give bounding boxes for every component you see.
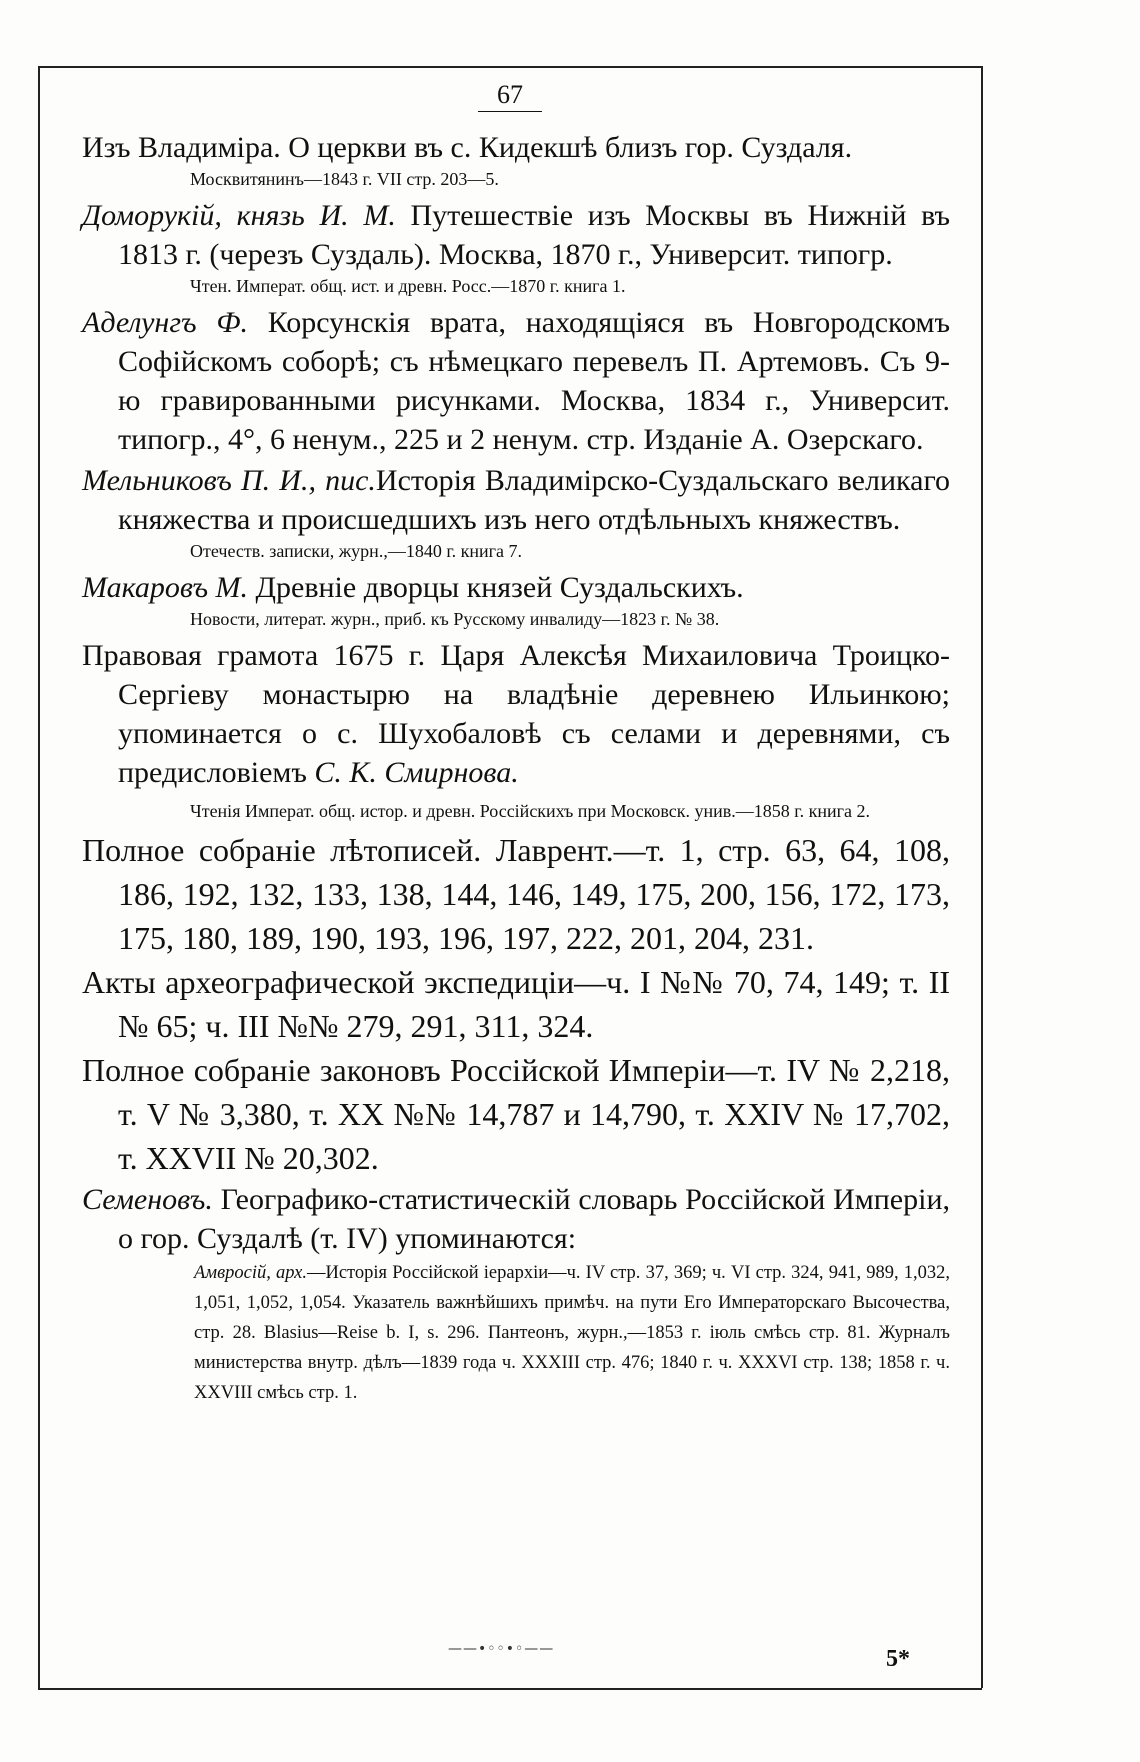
- entry-10: [82, 1180, 950, 1408]
- entry-1-main: [82, 128, 950, 167]
- frame-right-rule: [981, 66, 983, 1688]
- page-number-underline: [478, 111, 542, 112]
- entry-8: [82, 960, 950, 1048]
- entry-3-author: Аделунгъ Ф.: [82, 306, 248, 339]
- entry-10-main: [82, 1180, 950, 1258]
- entry-10-author: Семеновъ.: [82, 1183, 213, 1216]
- entry-10-note-text: —Исторія Россійской іерархіи—ч. IV стр. 37, 369; ч. VI стр. 324, 941, 989, 1,032, 1,051, 1,052, 1,054. Указатель важнѣйшихъ примѣч. на пути Его Императорскаго Высочества, стр. 28. Blasius—Reise b. I, s. 296. Пантеонъ, журн.,—1853 г. іюль смѣсь стр. 81. Журналъ министерства внутр. дѣлъ—1839 года ч. XXXIII стр. 476; 1840 г. ч. XXXVI стр. 138; 1858 г. ч. XXVIII смѣсь стр. 1.: [194, 1263, 950, 1403]
- entry-6-note: Чтенія Императ. общ. истор. и древн. Россійскихъ при Московск. унив.—1858 г. книга 2.: [190, 801, 871, 821]
- entry-4-note: Отечеств. записки, журн.,—1840 г. книга 7.: [190, 541, 523, 561]
- page-number: 67: [497, 80, 523, 109]
- entry-4: [82, 461, 950, 563]
- frame-top-rule: [38, 66, 982, 68]
- entry-9: [82, 1048, 950, 1180]
- entry-3: [82, 303, 950, 459]
- entry-1-text: Изъ Владиміра. О церкви въ с. Кидекшѣ близъ гор. Суздаля.: [82, 131, 853, 164]
- entry-7-main: Полное собраніе лѣтописей. Лаврент.—т. 1, стр. 63, 64, 108, 186, 192, 132, 133, 138, 144, 146, 149, 175, 200, 156, 172, 173, 175, 180, 189, 190, 193, 196, 197, 222, 201, 204, 231.: [82, 832, 950, 956]
- entry-8-main: Акты археографической экспедиціи—ч. I №№ 70, 74, 149; т. II № 65; ч. III №№ 279, 291, 311, 324.: [82, 964, 950, 1044]
- entry-10-note: [194, 1258, 950, 1408]
- entry-6-text: Правовая грамота 1675 г. Царя Алексѣя Михаиловича Троицко-Сергіеву монастырю на владѣніе деревнею Ильинкою; упоминается о с. Шухобаловѣ съ селами и деревнями, съ предисловіемъ: [82, 639, 950, 789]
- bibliography-list: [82, 128, 950, 1412]
- entry-5-author: Макаровъ М.: [82, 571, 249, 604]
- entry-1-note: Москвитянинъ—1843 г. VII стр. 203—5.: [190, 169, 499, 189]
- entry-6-main: [82, 636, 950, 792]
- entry-9-main: Полное собраніе законовъ Россійской Имперіи—т. IV № 2,218, т. V № 3,380, т. XX №№ 14,787 и 14,790, т. XXIV № 17,702, т. XXVII № 20,302.: [82, 1052, 950, 1176]
- entry-4-author: Мельниковъ П. И., пис.: [82, 464, 376, 497]
- entry-3-text: Корсунскія врата, находящіяся въ Новгородскомъ Софійскомъ соборѣ; съ нѣмецкаго перевелъ П. Артемовъ. Съ 9-ю гравированными рисунками. Москва, 1834 г., Университ. типогр., 4°, 6 ненум., 225 и 2 ненум. стр. Изданіе А. Озерскаго.: [118, 306, 950, 456]
- entry-4-text: Исторія Владимірско-Суздальскаго великаго княжества и происшедшихъ изъ него отдѣльныхъ княжествъ.: [118, 464, 951, 536]
- entry-7: [82, 828, 950, 960]
- entry-1: [82, 128, 950, 191]
- entry-10-note-author: Амвросій, арх.: [194, 1263, 307, 1283]
- entry-2-note: Чтен. Императ. общ. ист. и древн. Росс.—1870 г. книга 1.: [190, 276, 626, 296]
- entry-2-text: Путешествіе изъ Москвы въ Нижній въ 1813 г. (черезъ Суздаль). Москва, 1870 г., Университ. типогр.: [118, 199, 950, 271]
- entry-10-text: Географико-статистическій словарь Россійской Имперіи, о гор. Суздалѣ (т. IV) упоминаются:: [118, 1183, 950, 1255]
- entry-2-author: Доморукій, князь И. М.: [82, 199, 396, 232]
- entry-5-text: Древніе дворцы князей Суздальскихъ.: [248, 571, 744, 604]
- end-ornament: ——•◦◦•◦——: [448, 1641, 555, 1657]
- entry-2: [82, 196, 950, 298]
- frame-left-rule: [38, 66, 40, 1688]
- entry-4-main: [82, 461, 951, 539]
- frame-bottom-rule: [38, 1688, 982, 1690]
- entry-5-main: [82, 568, 950, 607]
- entry-3-main: [82, 303, 950, 459]
- entry-5: [82, 568, 950, 631]
- signature-mark: 5*: [886, 1646, 910, 1672]
- entry-6: [82, 636, 950, 823]
- entry-2-main: [82, 196, 950, 274]
- entry-5-note: Новости, литерат. журн., приб. къ Русскому инвалиду—1823 г. № 38.: [190, 609, 720, 629]
- entry-6-author: С. К. Смирнова.: [314, 756, 519, 789]
